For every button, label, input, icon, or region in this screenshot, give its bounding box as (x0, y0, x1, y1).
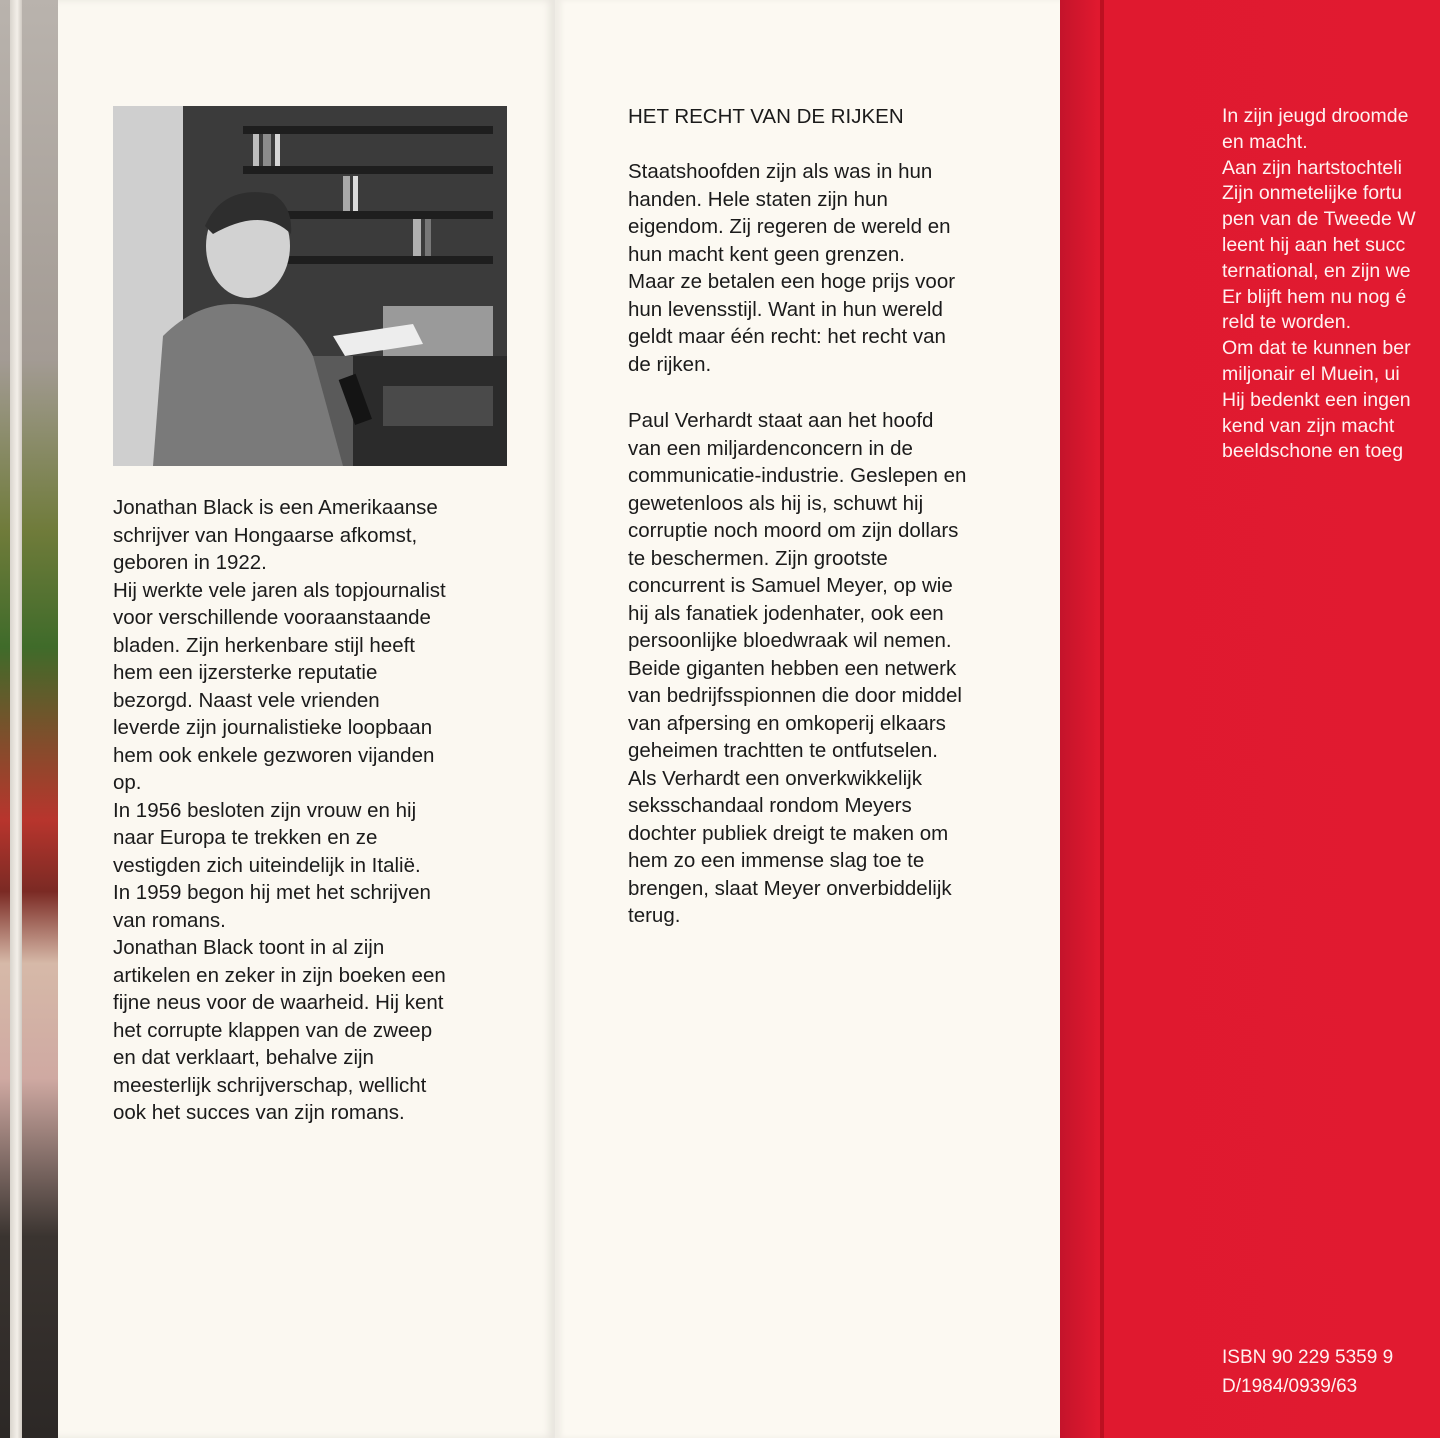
blurb-paragraph-2: Paul Verhardt staat aan het hoofd van een miljardenconcern in de communicatie-industrie. Geslepen en gewetenloos als hij is, schuwt hij corruptie noch moord om zijn dollars te beschermen. Zijn grootste concurrent is Samuel Meyer, op wie hij als fanatiek jodenhater, ook een persoonlijke bloedwraak wil nemen. Beide giganten hebben een netwerk van bedrijfsspionnen die door middel van afpersing en omkoperij elkaars geheimen trachtten te ontfutselen. Als Verhardt een onverkwikkelijk seksschandaal rondom Meyers dochter publiek dreigt te maken om hem zo een immense slag toe te brengen, slaat Meyer onverbiddelijk terug. (628, 409, 967, 927)
book-title: HET RECHT VAN DE RIJKEN (628, 105, 904, 128)
blurb-paragraph-1: Staatshoofden zijn als was in hun handen. Hele staten zijn hun eigendom. Zij regeren de wereld en hun macht kent geen grenzen. Maar ze betalen een hoge prijs voor hun levensstijl. Want in hun wereld geldt maar één recht: het recht van de rijken. (628, 160, 956, 376)
isbn-number: ISBN 90 229 5359 9 (1222, 1347, 1394, 1368)
author-bio: Jonathan Black is een Amerikaanse schrijver van Hongaarse afkomst, geboren in 1922. Hij werkte vele jaren als topjournalist voor verschillende vooraanstaande bladen. Zijn herkenbare stijl heeft hem een ijzersterke reputatie bezorgd. Naast vele vrienden leverde zijn journalistieke loopbaan hem ook enkele gezworen vijanden op. In 1956 besloten zijn vrouw en hij naar Europa te trekken en ze vestigden zich uiteindelijk in Italië. In 1959 begon hij met het schrijven van romans. Jonathan Black toont in al zijn artikelen en zeker in zijn boeken een fijne neus voor de waarheid. Hij kent het corrupte klappen van de zweep en dat verklaart, behalve zijn meesterlijk schrijverschap, wellicht ook het succes van zijn romans. (113, 496, 446, 1124)
cover-fold (1100, 0, 1104, 1438)
page-edge (10, 0, 22, 1438)
depot-number: D/1984/0939/63 (1222, 1376, 1358, 1397)
back-cover-text: In zijn jeugd droomde en macht. Aan zijn hartstochteli Zijn onmetelijke fortu pen van de Tweede W leent hij aan het succ ternational, en zijn we Er blijft hem nu nog é reld te worden. Om dat te kunnen ber miljonair el Muein, ui Hij bedenkt een ingen kend van zijn macht beeldschone en toeg (1222, 105, 1416, 463)
author-photo (113, 106, 507, 466)
